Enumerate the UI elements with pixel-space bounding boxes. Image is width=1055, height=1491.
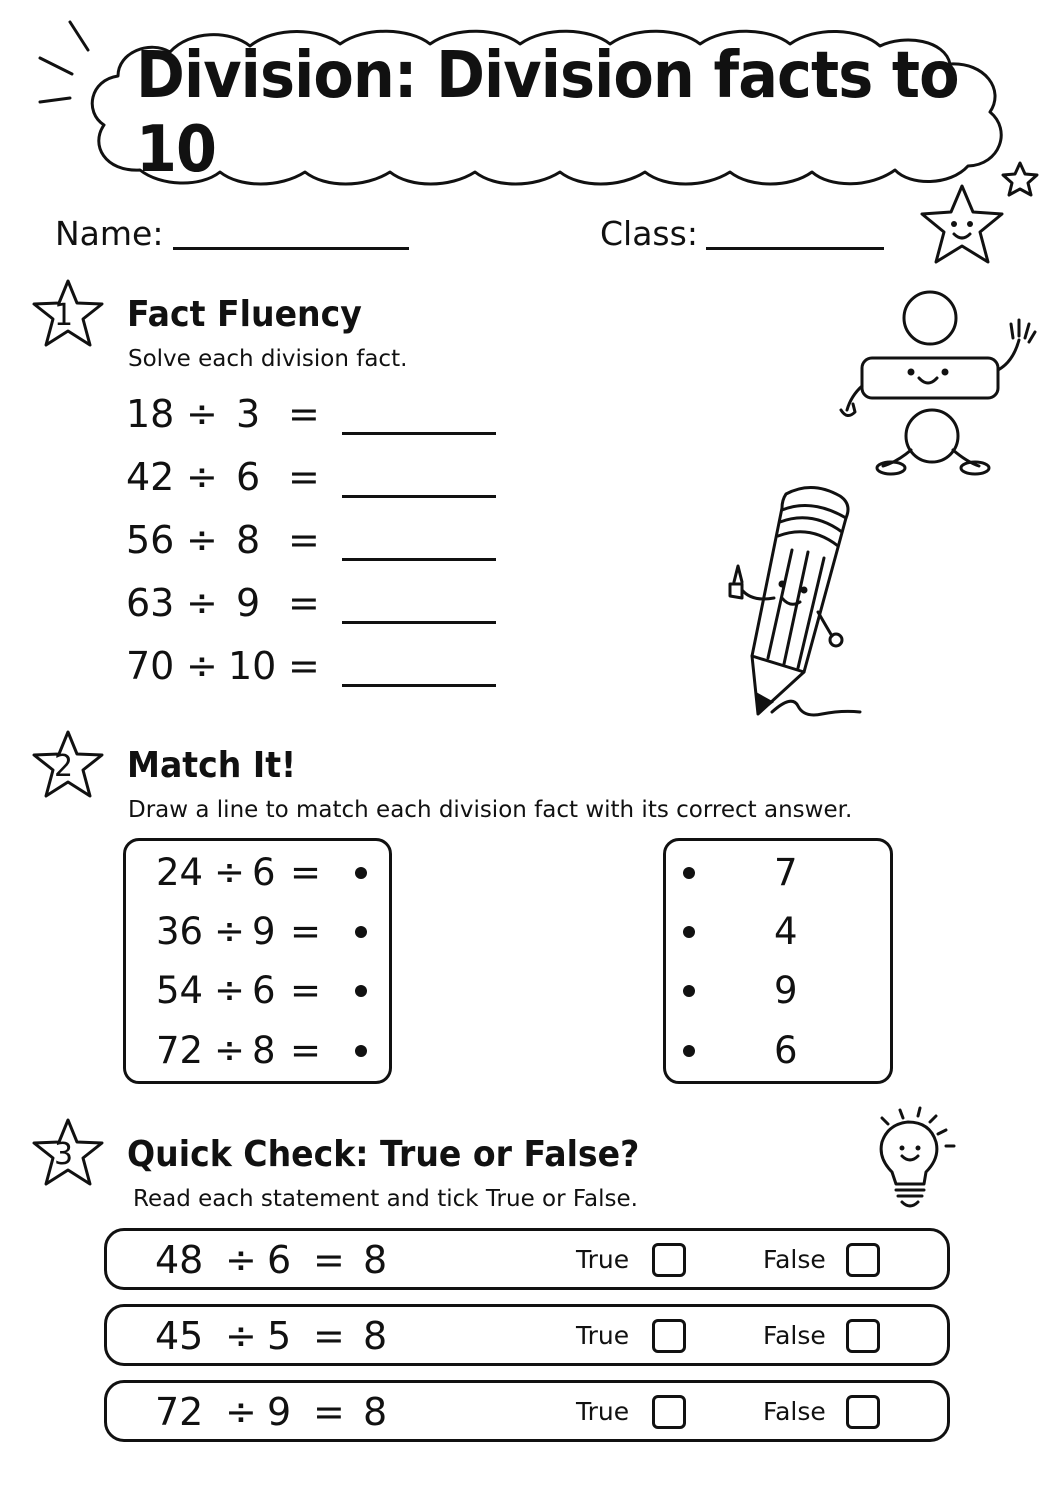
true-checkbox[interactable]: [652, 1319, 686, 1353]
dividend: 42: [126, 455, 175, 499]
false-label: False: [763, 1245, 826, 1274]
equals-sign: =: [313, 1238, 345, 1282]
equals-sign: =: [290, 969, 322, 1012]
name-label: Name:: [55, 214, 164, 253]
divisor: 10: [228, 644, 277, 688]
true-label: True: [576, 1245, 630, 1274]
equals-sign: =: [288, 455, 320, 499]
worksheet-title: Division: Division facts to 10: [136, 39, 959, 187]
dividend: 56: [126, 518, 175, 562]
divide-sign: ÷: [186, 392, 218, 436]
divisor: 9: [252, 910, 276, 953]
divide-sign: ÷: [214, 969, 246, 1012]
answer-blank[interactable]: [342, 684, 496, 687]
false-checkbox[interactable]: [846, 1319, 880, 1353]
equals-sign: =: [290, 1029, 322, 1072]
true-false-row: [104, 1380, 950, 1442]
smiling-star-icon: [910, 180, 1010, 270]
name-field[interactable]: [173, 247, 409, 250]
section-2-title: Match It!: [127, 745, 297, 786]
true-checkbox[interactable]: [652, 1243, 686, 1277]
false-label: False: [763, 1397, 826, 1426]
match-answer-dot[interactable]: [683, 985, 695, 997]
divide-sign: ÷: [186, 644, 218, 688]
divide-sign: ÷: [214, 1029, 246, 1072]
section-1-title: Fact Fluency: [127, 294, 362, 335]
divisor: 5: [267, 1314, 292, 1358]
dividend: 24: [156, 851, 204, 894]
match-answer: 7: [774, 851, 798, 894]
section-1-number: 1: [54, 298, 74, 333]
divisor: 8: [236, 518, 261, 562]
match-fact-dot[interactable]: [355, 926, 367, 938]
dividend: 63: [126, 581, 175, 625]
answer-blank[interactable]: [342, 495, 496, 498]
equals-sign: =: [288, 518, 320, 562]
match-fact-dot[interactable]: [355, 985, 367, 997]
true-checkbox[interactable]: [652, 1395, 686, 1429]
match-fact-dot[interactable]: [355, 1045, 367, 1057]
dividend: 54: [156, 969, 204, 1012]
divide-sign: ÷: [186, 518, 218, 562]
section-2-instruction: Draw a line to match each division fact with its correct answer.: [128, 797, 853, 823]
equals-sign: =: [290, 851, 322, 894]
equals-sign: =: [290, 910, 322, 953]
divide-sign: ÷: [214, 851, 246, 894]
dividend: 36: [156, 910, 204, 953]
divide-sign: ÷: [225, 1314, 257, 1358]
equals-sign: =: [313, 1314, 345, 1358]
divisor: 8: [252, 1029, 276, 1072]
false-checkbox[interactable]: [846, 1243, 880, 1277]
true-label: True: [576, 1321, 630, 1350]
true-label: True: [576, 1397, 630, 1426]
divisor: 6: [252, 851, 276, 894]
divide-sign: ÷: [186, 455, 218, 499]
false-checkbox[interactable]: [846, 1395, 880, 1429]
match-answers-box: [663, 838, 893, 1084]
match-answer-dot[interactable]: [683, 926, 695, 938]
match-answer: 6: [774, 1029, 798, 1072]
answer-blank[interactable]: [342, 621, 496, 624]
divide-sign: ÷: [186, 581, 218, 625]
equals-sign: =: [288, 581, 320, 625]
divide-sign: ÷: [225, 1238, 257, 1282]
answer-blank[interactable]: [342, 558, 496, 561]
divisor: 9: [236, 581, 261, 625]
equals-sign: =: [313, 1390, 345, 1434]
dividend: 48: [155, 1238, 204, 1282]
divisor: 6: [236, 455, 261, 499]
divisor: 3: [236, 392, 261, 436]
divisor: 9: [267, 1390, 292, 1434]
section-2-number: 2: [54, 749, 74, 784]
class-field[interactable]: [706, 247, 884, 250]
divide-sign: ÷: [225, 1390, 257, 1434]
equals-sign: =: [288, 644, 320, 688]
false-label: False: [763, 1321, 826, 1350]
dividend: 18: [126, 392, 175, 436]
section-3-instruction: Read each statement and tick True or False.: [133, 1186, 638, 1212]
match-answer-dot[interactable]: [683, 1045, 695, 1057]
dividend: 45: [155, 1314, 204, 1358]
true-false-row: [104, 1304, 950, 1366]
match-answer: 9: [774, 969, 798, 1012]
dividend: 72: [156, 1029, 204, 1072]
quotient: 8: [363, 1314, 388, 1358]
divisor: 6: [267, 1238, 292, 1282]
divisor: 6: [252, 969, 276, 1012]
match-answer-dot[interactable]: [683, 867, 695, 879]
class-label: Class:: [600, 214, 698, 253]
division-sign-mascot-icon: [835, 290, 1040, 485]
small-star-icon: [1000, 160, 1040, 200]
quotient: 8: [363, 1390, 388, 1434]
lightbulb-icon: [870, 1108, 960, 1218]
equals-sign: =: [288, 392, 320, 436]
section-3-number: 3: [54, 1137, 74, 1172]
dividend: 72: [155, 1390, 204, 1434]
section-3-title: Quick Check: True or False?: [127, 1134, 640, 1175]
dividend: 70: [126, 644, 175, 688]
match-facts-box: [123, 838, 392, 1084]
divide-sign: ÷: [214, 910, 246, 953]
true-false-row: [104, 1228, 950, 1290]
match-fact-dot[interactable]: [355, 867, 367, 879]
answer-blank[interactable]: [342, 432, 496, 435]
quotient: 8: [363, 1238, 388, 1282]
section-1-instruction: Solve each division fact.: [128, 346, 408, 372]
pencil-mascot-icon: [712, 480, 872, 725]
match-answer: 4: [774, 910, 798, 953]
